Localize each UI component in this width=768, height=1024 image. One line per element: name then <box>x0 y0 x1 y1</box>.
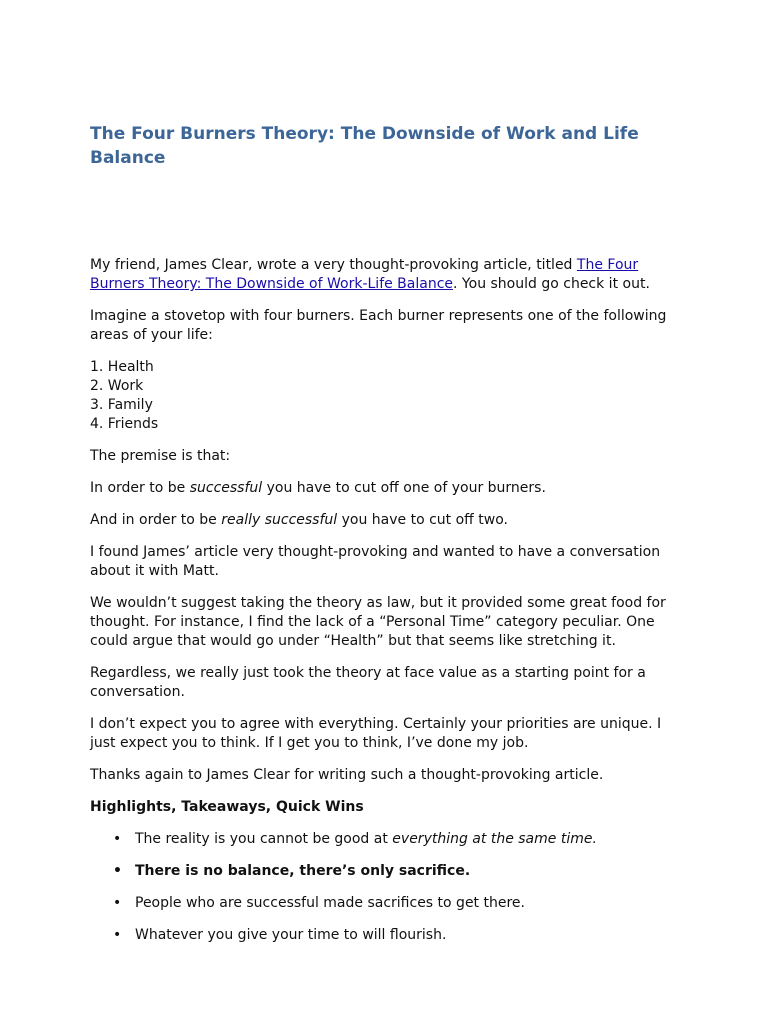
highlight-item <box>90 926 680 945</box>
document-page <box>90 122 680 958</box>
successful-emphasis: successful <box>189 480 263 496</box>
burner-item: 4. Friends <box>90 416 159 432</box>
really-successful-paragraph <box>90 511 680 530</box>
burners-list <box>90 358 680 434</box>
article-body <box>90 256 680 945</box>
article-title: The Four Burners Theory: The Downside of Work and Life Balance <box>90 124 639 168</box>
bullet-icon: • <box>113 895 122 911</box>
burner-item: 2. Work <box>90 378 144 394</box>
intro-paragraph <box>90 256 680 294</box>
highlight-item <box>90 830 680 849</box>
successful-before: In order to be <box>90 480 190 496</box>
intro-before-link: My friend, James Clear, wrote a very thought-provoking article, titled <box>90 257 577 273</box>
article-link[interactable]: The Four Burners Theory: The Downside of Work-Life Balance <box>90 257 639 292</box>
really-successful-after: you have to cut off two. <box>337 512 508 528</box>
body-paragraph: Thanks again to James Clear for writing such a thought-provoking article. <box>90 767 604 783</box>
highlight-text: The reality is you cannot be good at <box>135 831 393 847</box>
burner-item: 3. Family <box>90 397 153 413</box>
body-paragraph: Regardless, we really just took the theory at face value as a starting point for a conversation. <box>90 665 646 700</box>
highlight-text: There is no balance, there’s only sacrifice. <box>135 863 471 879</box>
highlight-text: People who are successful made sacrifices to get there. <box>135 895 525 911</box>
really-successful-before: And in order to be <box>90 512 222 528</box>
premise-paragraph: The premise is that: <box>90 448 231 464</box>
highlight-item <box>90 894 680 913</box>
highlights-list <box>90 830 680 945</box>
highlight-emphasis: everything at the same time. <box>392 831 597 847</box>
highlights-heading: Highlights, Takeaways, Quick Wins <box>90 799 364 815</box>
body-paragraph: I don’t expect you to agree with everything. Certainly your priorities are unique. I just expect you to think. If I get you to think, I’ve done my job. <box>90 716 662 751</box>
highlight-text: Whatever you give your time to will flourish. <box>135 927 447 943</box>
really-successful-emphasis: really successful <box>221 512 338 528</box>
successful-after: you have to cut off one of your burners. <box>262 480 546 496</box>
imagine-paragraph: Imagine a stovetop with four burners. Each burner represents one of the following areas of your life: <box>90 308 667 343</box>
intro-after-link: . You should go check it out. <box>453 276 650 292</box>
bullet-icon: • <box>113 831 122 847</box>
bullet-icon: • <box>113 863 122 879</box>
highlight-item <box>90 862 680 881</box>
successful-paragraph <box>90 479 680 498</box>
body-paragraph: We wouldn’t suggest taking the theory as law, but it provided some great food for thought. For instance, I find the lack of a “Personal Time” category peculiar. One could argue that would go under “Health” but that seems like stretching it. <box>90 595 666 649</box>
bullet-icon: • <box>113 927 122 943</box>
burner-item: 1. Health <box>90 359 154 375</box>
body-paragraph: I found James’ article very thought-provoking and wanted to have a conversation about it with Matt. <box>90 544 661 579</box>
